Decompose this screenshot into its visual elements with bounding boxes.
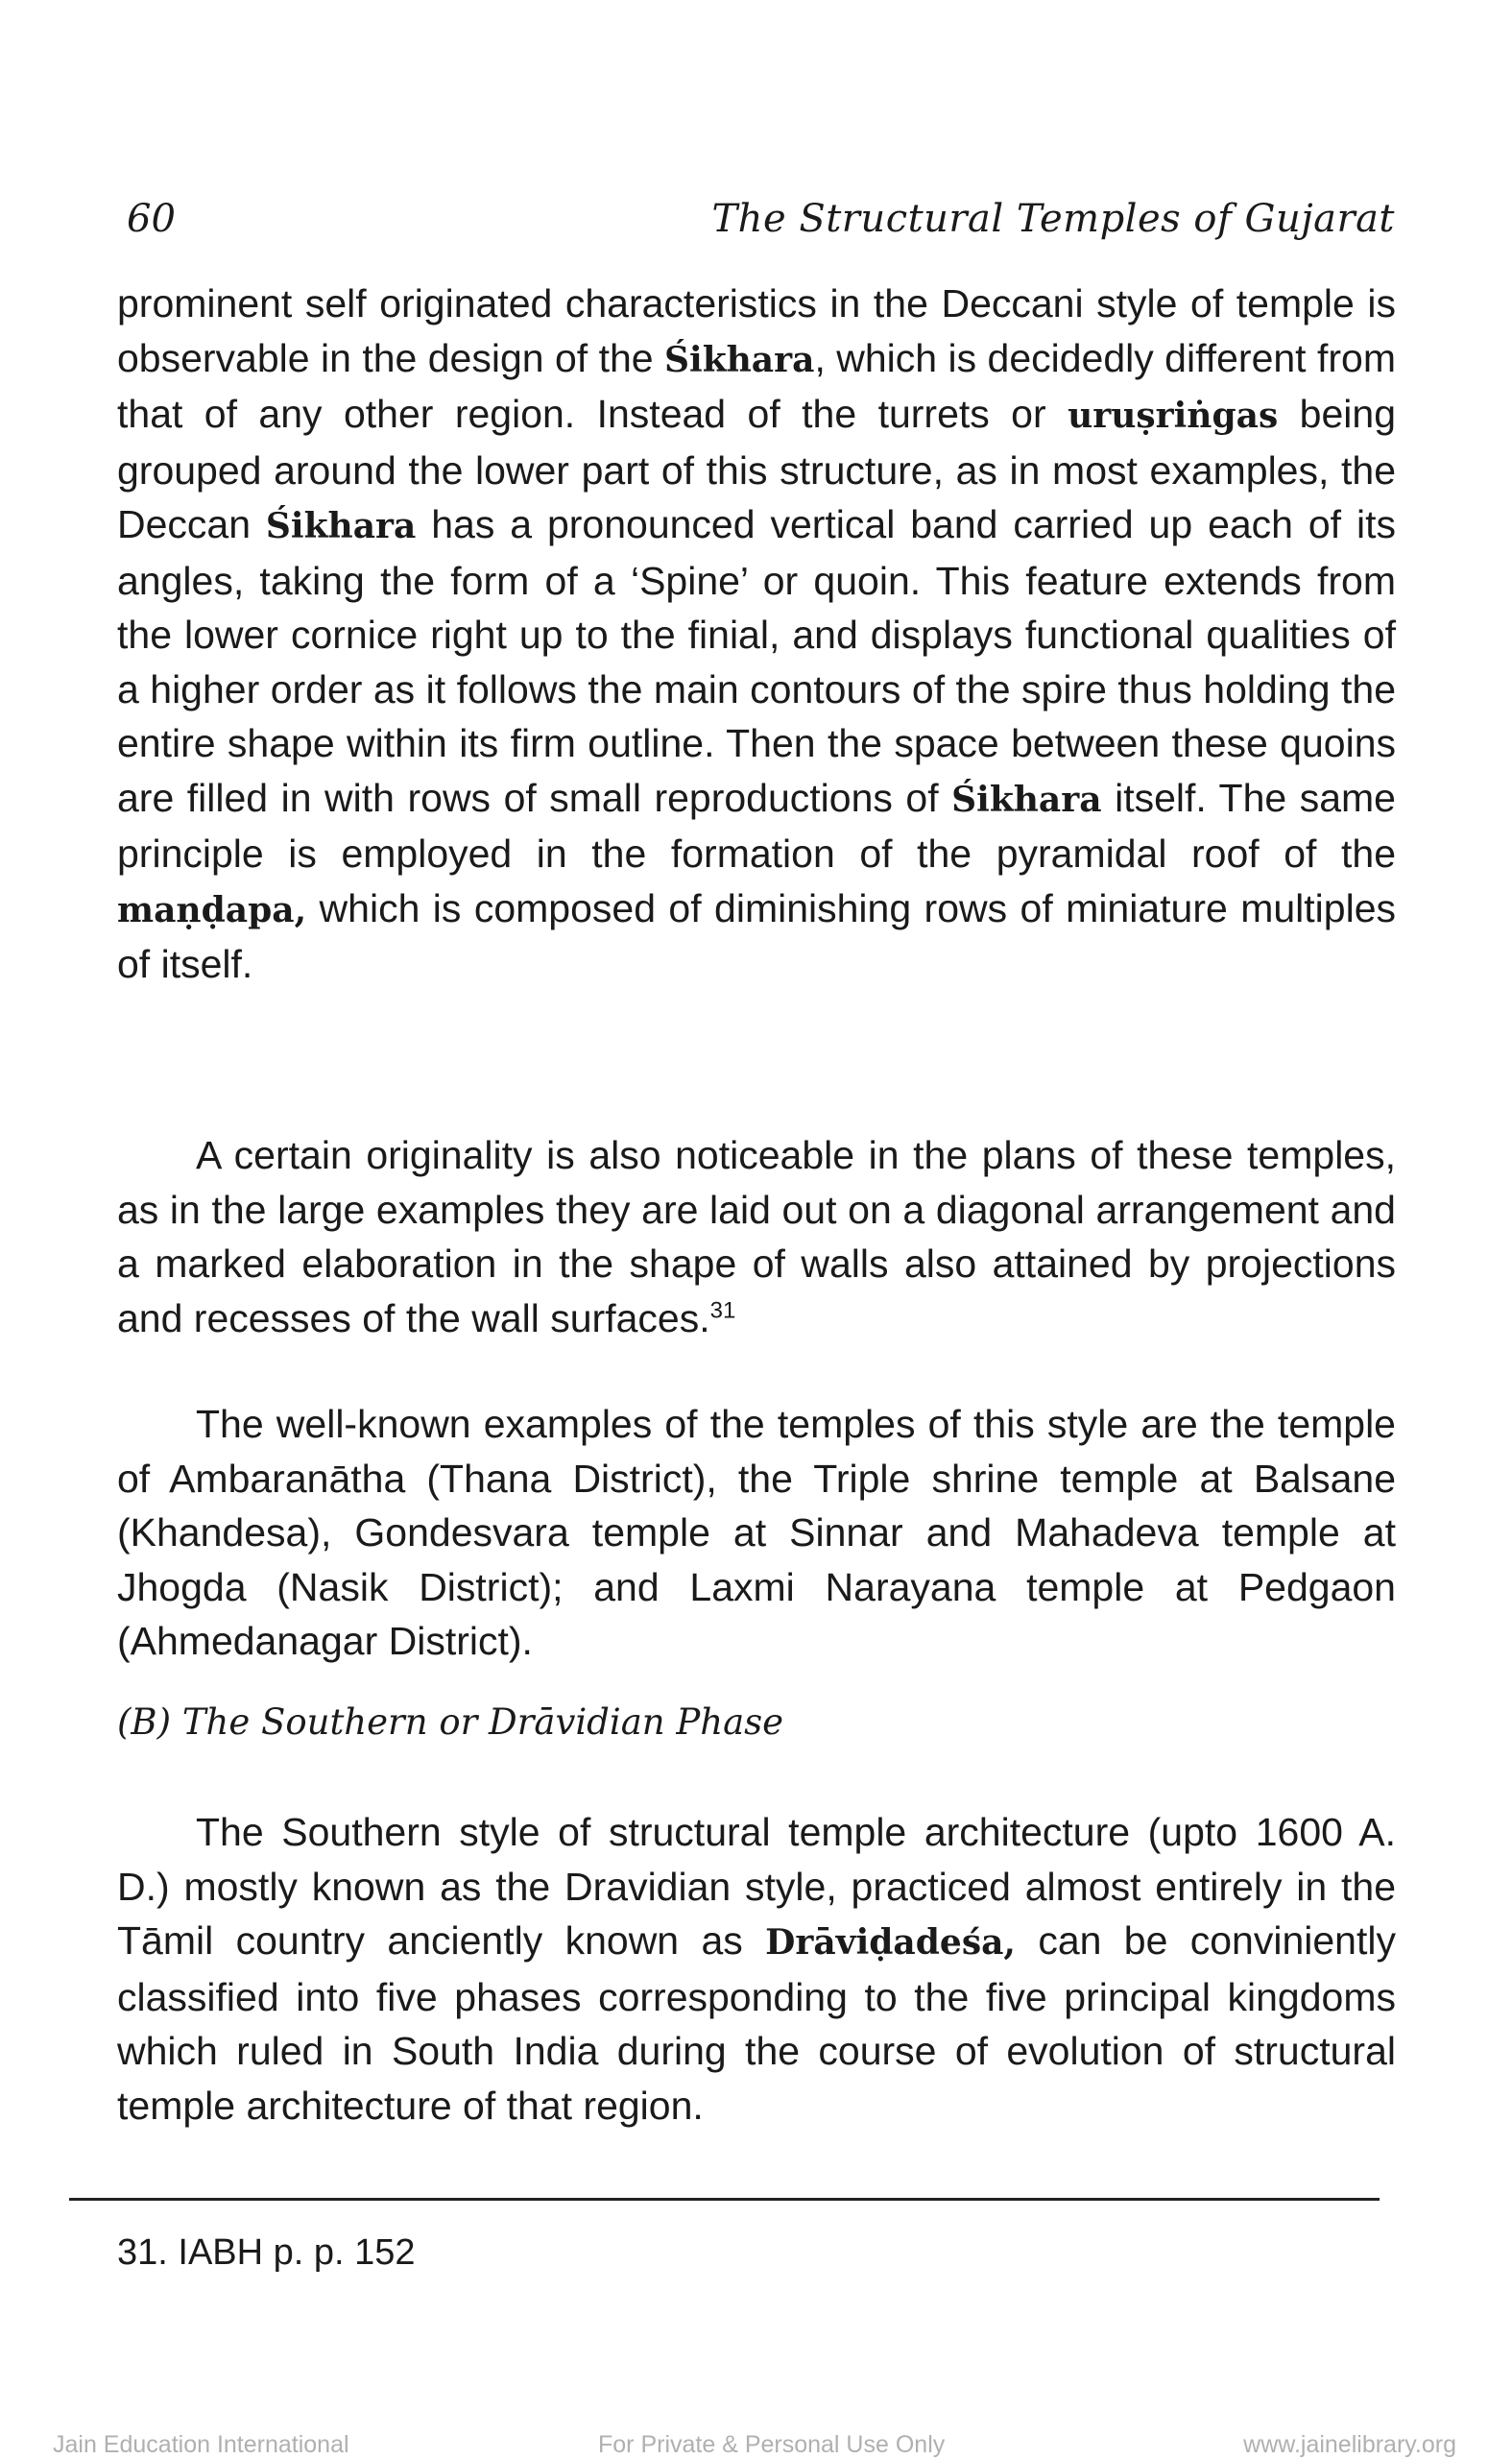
paragraph-4 — [117, 1805, 1396, 2133]
running-head: The Structural Temples of Gujarat — [711, 197, 1395, 241]
term-sikhara: Śikhara — [265, 506, 417, 546]
paragraph-2 — [117, 1128, 1396, 1345]
term-sikhara: Śikhara — [951, 779, 1102, 820]
paragraph-text: can be conviniently classified into five phases corresponding to the five principal kingdoms which ruled in South India during the course of evolution of structural temple architecture of that region. — [117, 1918, 1396, 2128]
paragraph-text: prominent self originated characteristics in the Deccani style of temple is observable in the design of the — [117, 281, 1396, 380]
footer-right: www.jainelibrary.org — [1243, 2431, 1456, 2458]
paragraph-text: , which is decidedly different from that of any other region. Instead of the turrets or — [117, 335, 1396, 436]
paragraph-text: A certain originality is also noticeable in the plans of these temples, as in the large examples they are laid out on a diagonal arrangement and a marked elaboration in the shape of walls also attained by projections and recesses of the wall surfaces. — [117, 1133, 1396, 1340]
footnote-divider — [69, 2198, 1380, 2201]
paragraph-text: which is composed of diminishing rows of miniature multiples of itself. — [117, 885, 1396, 986]
paragraph-text: itself. The same principle is employed in the formation of the pyramidal roof of the — [117, 775, 1396, 876]
footnote: 31. IABH p. p. 152 — [117, 2232, 416, 2273]
term-mandapa: maṇḍapa, — [117, 889, 307, 930]
paragraph-text: being grouped around the lower part of this structure, as in most examples, the Deccan — [117, 392, 1396, 546]
paragraph-3: The well-known examples of the temples of this style are the temple of Ambaranātha (Thana District), the Triple shrine temple at Balsane (Khandesa), Gondesvara temple at Sinnar and Mahadeva temple at Jhogda (Nasik District); and Laxmi Narayana temple at Pedgaon (Ahmedanagar District). — [117, 1402, 1396, 1663]
footer-center: For Private & Personal Use Only — [598, 2431, 946, 2458]
footnote-reference: 31 — [709, 1296, 736, 1323]
term-sikhara: Śikhara — [664, 339, 815, 380]
term-dravidadesa: Drāviḍadeśa, — [765, 1922, 1016, 1963]
paragraph-text: has a pronounced vertical band carried up each of its angles, taking the form of a ‘Spine’ or quoin. This feature extends from the lower cornice right up to the finial, and displays functional qualities of a higher order as it follows the main contours of the spire thus holding the entire shape within its firm outline. Then the space between these quoins are filled in with rows of small reproductions of — [117, 502, 1396, 820]
term-urusringas: uruṣriṅgas — [1068, 396, 1279, 436]
paragraph-text: The Southern style of structural temple architecture (upto 1600 A. D.) mostly known as the Dravidian style, practiced almost entirely in the Tāmil country anciently known as — [117, 1810, 1396, 1963]
page-number: 60 — [127, 197, 176, 241]
section-heading: (B) The Southern or Drāvidian Phase — [117, 1701, 784, 1743]
footer-left: Jain Education International — [53, 2431, 349, 2458]
paragraph-1 — [117, 277, 1396, 992]
